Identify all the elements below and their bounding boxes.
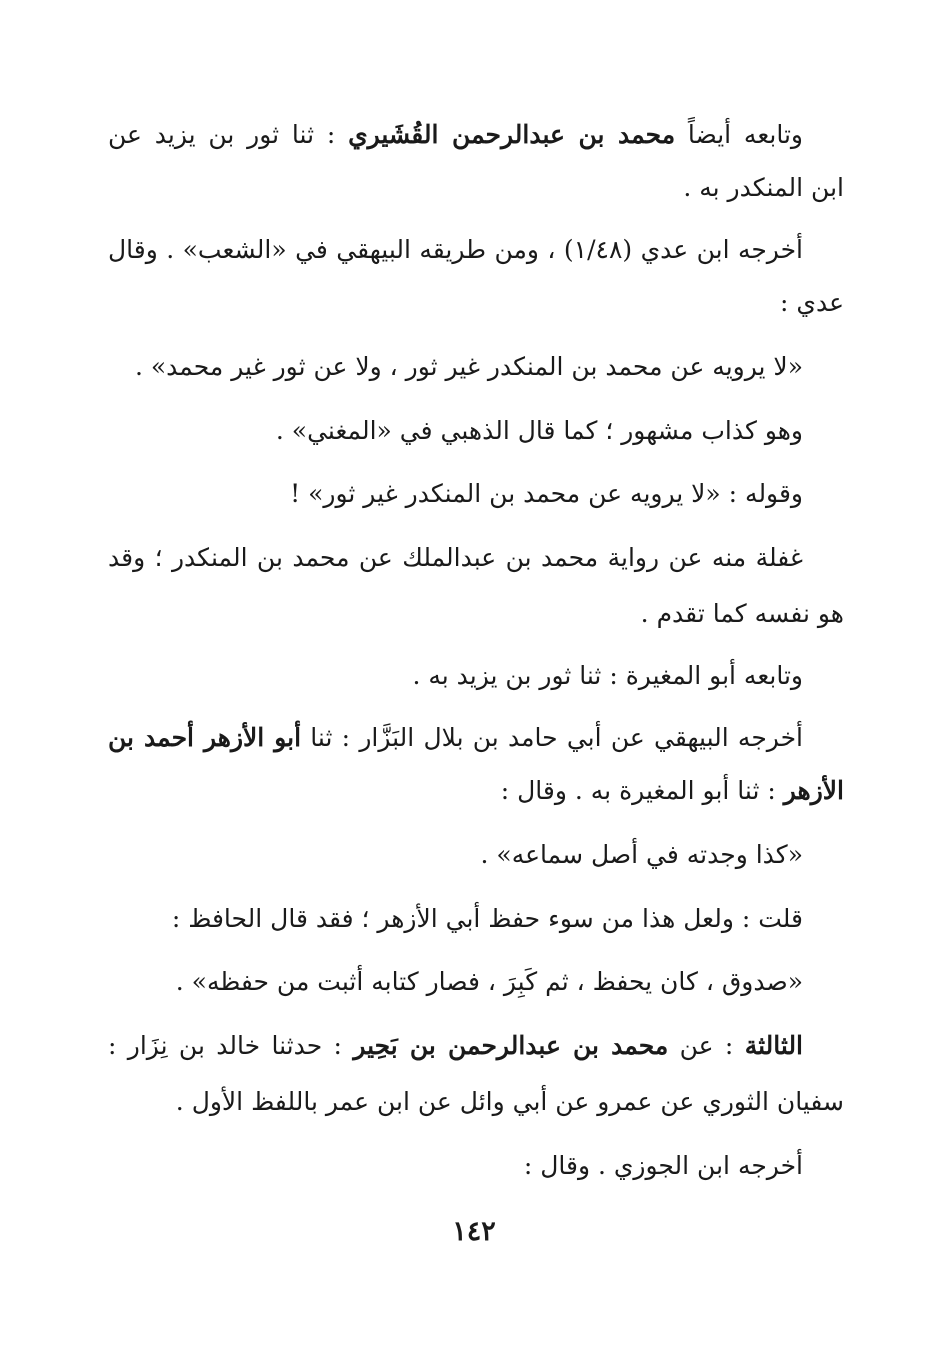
text-segment: أخرجه ابن عدي (١/٤٨) ، ومن طريقه البيهقي في «الشعب» . وقال [108, 235, 803, 264]
text-segment: وتابعه أيضاً [675, 120, 803, 149]
bold-text-segment: الثالثة [744, 1031, 803, 1060]
text-line [108, 283, 844, 323]
bold-text-segment: الأزهر [783, 776, 844, 805]
text-segment: قلت : ولعل هذا من سوء حفظ أبي الأزهر ؛ فقد قال الحافظ : [171, 904, 803, 933]
text-segment: وقوله : «لا يرويه عن محمد بن المنكدر غير ثور» ! [290, 479, 803, 508]
text-line [108, 474, 803, 514]
text-line [108, 230, 803, 270]
text-segment: «صدوق ، كان يحفظ ، ثم كَبِرَ ، فصار كتابه أثبت من حفظه» . [175, 967, 803, 996]
page-number: ١٤٢ [452, 1216, 496, 1247]
text-line [108, 1146, 803, 1186]
text-segment: أخرجه البيهقي عن أبي حامد بن بلال البَزَّار : ثنا [301, 723, 803, 752]
text-line [108, 656, 803, 696]
text-line [108, 1026, 803, 1066]
text-segment: : عن [668, 1031, 745, 1060]
text-line [108, 899, 803, 939]
text-segment: غفلة منه عن رواية محمد بن عبدالملك عن محمد بن المنكدر ؛ وقد [108, 543, 803, 572]
text-segment: وتابعه أبو المغيرة : ثنا ثور بن يزيد به . [412, 661, 803, 690]
text-segment: أخرجه ابن الجوزي . وقال : [523, 1151, 803, 1180]
text-line [108, 168, 844, 208]
text-line [108, 594, 844, 634]
bold-text-segment: أبو الأزهر أحمد بن [108, 723, 302, 752]
text-line [108, 115, 803, 155]
text-line [108, 835, 803, 875]
text-line [108, 771, 844, 811]
text-line [108, 718, 803, 758]
text-segment: «كذا وجدته في أصل سماعه» . [480, 840, 803, 869]
text-segment: سفيان الثوري عن عمرو عن أبي وائل عن ابن عمر باللفظ الأول . [175, 1087, 844, 1116]
text-segment: هو نفسه كما تقدم . [640, 599, 844, 628]
text-segment: عدي : [780, 288, 844, 317]
text-segment: : حدثنا خالد بن نِزَار : [108, 1031, 342, 1060]
text-segment: «لا يرويه عن محمد بن المنكدر غير ثور ، ولا عن ثور غير محمد» . [134, 352, 803, 381]
text-line [108, 347, 803, 387]
text-line [108, 1082, 844, 1122]
text-line [108, 411, 803, 451]
text-segment: ابن المنكدر به . [683, 173, 844, 202]
bold-text-segment: محمد بن عبدالرحمن بن بَحِير [353, 1031, 669, 1060]
text-segment: وهو كذاب مشهور ؛ كما قال الذهبي في «المغني» . [275, 416, 803, 445]
text-line [108, 538, 803, 578]
bold-text-segment: محمد بن عبدالرحمن القُشَيري [348, 120, 676, 149]
text-line [108, 962, 803, 1002]
text-segment: : ثنا ثور بن يزيد عن [108, 120, 336, 149]
text-segment: : ثنا أبو المغيرة به . وقال : [500, 776, 784, 805]
